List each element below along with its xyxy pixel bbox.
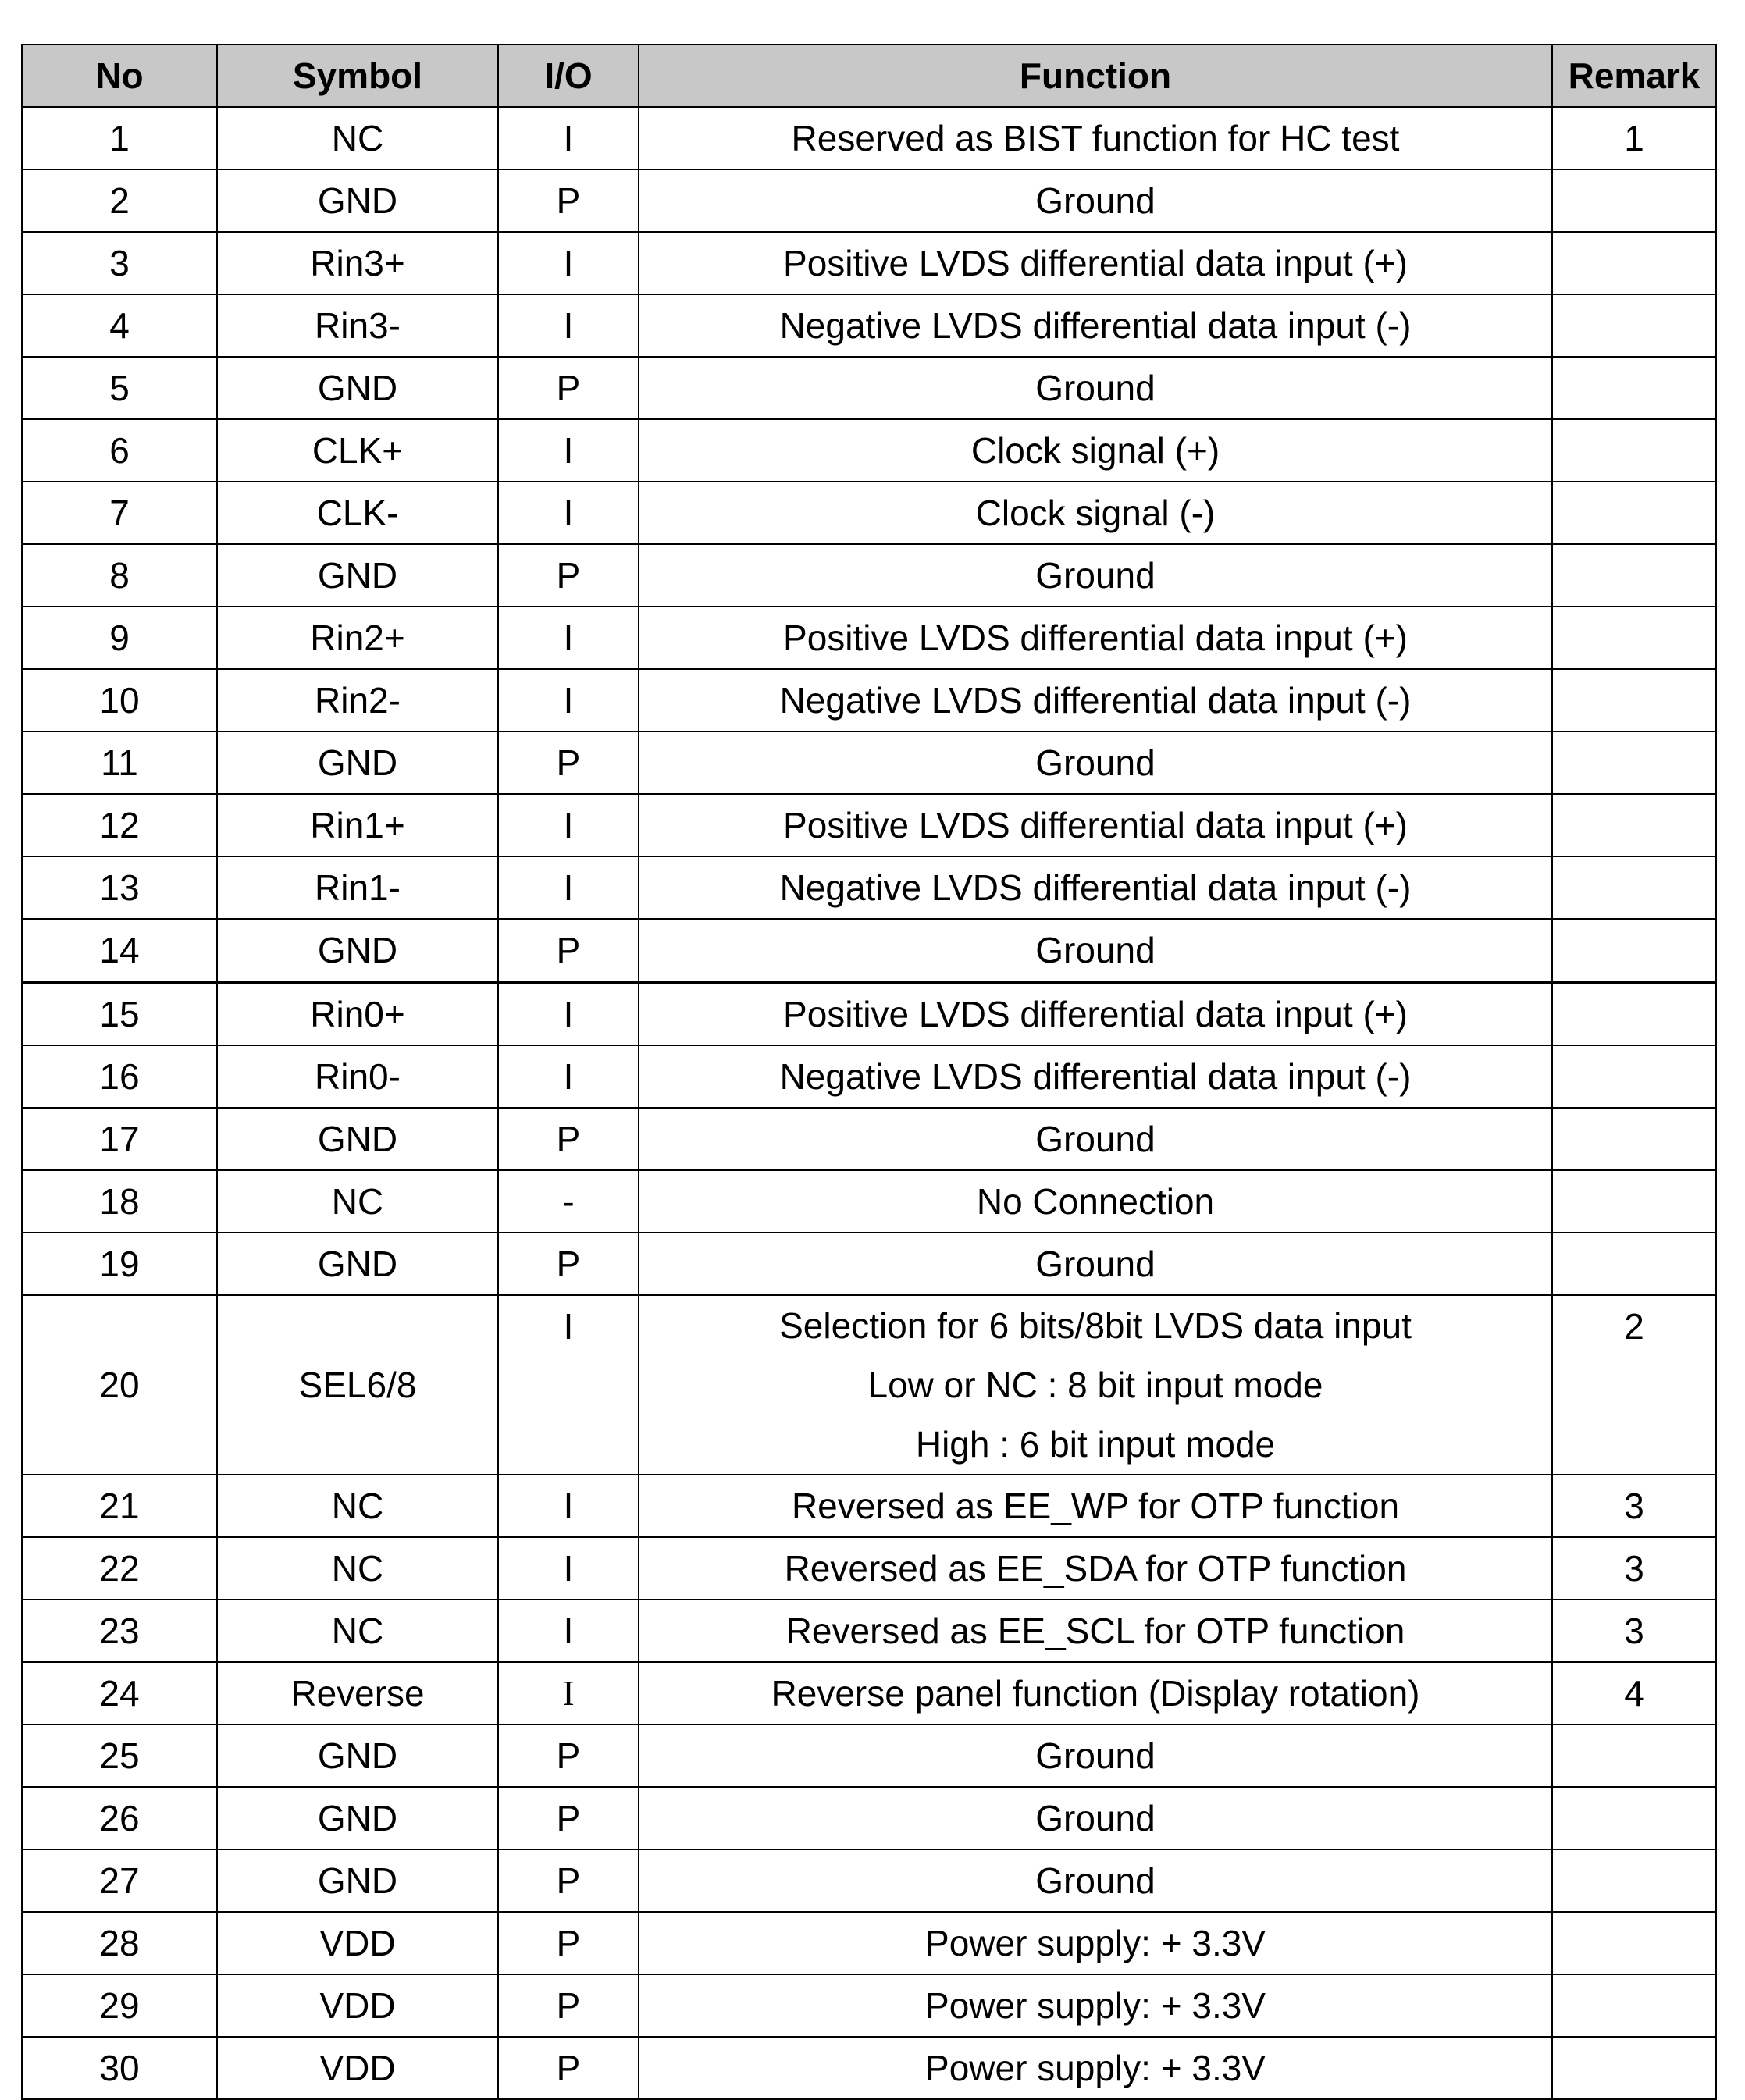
- cell-io: I: [498, 1295, 639, 1475]
- cell-symbol: VDD: [217, 1974, 498, 2037]
- cell-symbol: Rin1-: [217, 856, 498, 919]
- cell-function: Positive LVDS differential data input (+): [639, 607, 1552, 669]
- cell-io: I: [498, 107, 639, 169]
- table-row: [22, 919, 1716, 982]
- function-line: Selection for 6 bits/8bit LVDS data input: [779, 1305, 1412, 1346]
- cell-symbol: NC: [217, 107, 498, 169]
- cell-remark: [1552, 669, 1716, 731]
- cell-no: 16: [22, 1045, 217, 1108]
- cell-symbol: VDD: [217, 2037, 498, 2099]
- table-row: [22, 607, 1716, 669]
- cell-io: I: [498, 1600, 639, 1662]
- table-row: [22, 419, 1716, 482]
- cell-symbol: GND: [217, 1108, 498, 1170]
- cell-function: Ground: [639, 357, 1552, 419]
- cell-function: Ground: [639, 731, 1552, 794]
- function-line: Low or NC : 8 bit input mode: [867, 1365, 1323, 1405]
- cell-symbol: GND: [217, 357, 498, 419]
- cell-remark: [1552, 1849, 1716, 1912]
- table-row: [22, 1170, 1716, 1233]
- cell-no: 30: [22, 2037, 217, 2099]
- cell-function: Negative LVDS differential data input (-): [639, 856, 1552, 919]
- cell-function: No Connection: [639, 1170, 1552, 1233]
- cell-io: I: [498, 1537, 639, 1600]
- cell-remark: [1552, 232, 1716, 294]
- cell-no: 26: [22, 1787, 217, 1849]
- cell-symbol: CLK+: [217, 419, 498, 482]
- cell-io: I: [498, 794, 639, 856]
- cell-function: Negative LVDS differential data input (-): [639, 294, 1552, 357]
- cell-io: P: [498, 1787, 639, 1849]
- table-row: [22, 1724, 1716, 1787]
- pin-assignment-table: [21, 44, 1717, 2100]
- cell-symbol: NC: [217, 1600, 498, 1662]
- cell-function: Reversed as EE_SCL for OTP function: [639, 1600, 1552, 1662]
- function-line: High : 6 bit input mode: [915, 1424, 1276, 1465]
- cell-no: 20: [22, 1295, 217, 1475]
- cell-remark: [1552, 1233, 1716, 1295]
- table-row: [22, 982, 1716, 1045]
- cell-remark: [1552, 357, 1716, 419]
- table-row: [22, 1475, 1716, 1537]
- table-row: [22, 1787, 1716, 1849]
- cell-remark: [1552, 856, 1716, 919]
- cell-symbol: NC: [217, 1537, 498, 1600]
- cell-remark: 3: [1552, 1475, 1716, 1537]
- cell-io: I: [498, 232, 639, 294]
- table-row: [22, 1045, 1716, 1108]
- cell-no: 25: [22, 1724, 217, 1787]
- cell-symbol: Rin2-: [217, 669, 498, 731]
- cell-symbol: Rin0+: [217, 982, 498, 1045]
- cell-remark: [1552, 1787, 1716, 1849]
- cell-io: I: [498, 1662, 639, 1724]
- cell-no: 29: [22, 1974, 217, 2037]
- cell-remark: [1552, 1724, 1716, 1787]
- cell-no: 3: [22, 232, 217, 294]
- cell-function: Ground: [639, 169, 1552, 232]
- cell-function: Reversed as EE_WP for OTP function: [639, 1475, 1552, 1537]
- cell-no: 23: [22, 1600, 217, 1662]
- cell-function: Reserved as BIST function for HC test: [639, 107, 1552, 169]
- cell-remark: [1552, 2037, 1716, 2099]
- cell-io: I: [498, 419, 639, 482]
- cell-remark: 3: [1552, 1600, 1716, 1662]
- cell-io: I: [498, 982, 639, 1045]
- cell-io: I: [498, 669, 639, 731]
- cell-io: P: [498, 544, 639, 607]
- cell-symbol: NC: [217, 1170, 498, 1233]
- table-row: [22, 294, 1716, 357]
- table-row: [22, 1974, 1716, 2037]
- cell-io: I: [498, 1475, 639, 1537]
- cell-function: Positive LVDS differential data input (+): [639, 232, 1552, 294]
- cell-function: Power supply: + 3.3V: [639, 1912, 1552, 1974]
- table-row: [22, 1912, 1716, 1974]
- cell-no: 2: [22, 169, 217, 232]
- cell-function: Positive LVDS differential data input (+): [639, 982, 1552, 1045]
- cell-no: 8: [22, 544, 217, 607]
- cell-no: 22: [22, 1537, 217, 1600]
- cell-no: 6: [22, 419, 217, 482]
- header-symbol: Symbol: [217, 44, 498, 107]
- cell-no: 27: [22, 1849, 217, 1912]
- cell-remark: [1552, 294, 1716, 357]
- cell-symbol: GND: [217, 1849, 498, 1912]
- table-row: [22, 1537, 1716, 1600]
- cell-io: P: [498, 357, 639, 419]
- cell-remark: [1552, 919, 1716, 982]
- cell-io: P: [498, 1912, 639, 1974]
- cell-remark: 2: [1552, 1295, 1716, 1475]
- table-row: [22, 794, 1716, 856]
- cell-function: Clock signal (+): [639, 419, 1552, 482]
- cell-function: Ground: [639, 1787, 1552, 1849]
- header-remark: Remark: [1552, 44, 1716, 107]
- cell-no: 7: [22, 482, 217, 544]
- cell-io: P: [498, 1233, 639, 1295]
- cell-no: 28: [22, 1912, 217, 1974]
- cell-remark: [1552, 419, 1716, 482]
- cell-no: 18: [22, 1170, 217, 1233]
- cell-remark: [1552, 607, 1716, 669]
- cell-io: P: [498, 1724, 639, 1787]
- cell-function: Ground: [639, 1724, 1552, 1787]
- cell-io: I: [498, 482, 639, 544]
- cell-io: P: [498, 1108, 639, 1170]
- cell-remark: [1552, 169, 1716, 232]
- cell-no: 15: [22, 982, 217, 1045]
- cell-remark: [1552, 1045, 1716, 1108]
- cell-io: P: [498, 2037, 639, 2099]
- cell-remark: [1552, 1170, 1716, 1233]
- cell-symbol: Reverse: [217, 1662, 498, 1724]
- cell-function: [639, 1295, 1552, 1475]
- cell-remark: [1552, 731, 1716, 794]
- table-row: [22, 669, 1716, 731]
- cell-remark: [1552, 1912, 1716, 1974]
- cell-io: P: [498, 1849, 639, 1912]
- header-function: Function: [639, 44, 1552, 107]
- table-row: [22, 232, 1716, 294]
- cell-symbol: Rin0-: [217, 1045, 498, 1108]
- table-row: [22, 482, 1716, 544]
- cell-io: I: [498, 294, 639, 357]
- cell-no: 10: [22, 669, 217, 731]
- cell-no: 1: [22, 107, 217, 169]
- cell-symbol: NC: [217, 1475, 498, 1537]
- cell-symbol: SEL6/8: [217, 1295, 498, 1475]
- cell-no: 9: [22, 607, 217, 669]
- cell-no: 19: [22, 1233, 217, 1295]
- table-row: [22, 1295, 1716, 1475]
- cell-symbol: GND: [217, 1233, 498, 1295]
- header-io: I/O: [498, 44, 639, 107]
- cell-function: Power supply: + 3.3V: [639, 2037, 1552, 2099]
- cell-function: Negative LVDS differential data input (-): [639, 1045, 1552, 1108]
- cell-no: 14: [22, 919, 217, 982]
- cell-io: P: [498, 919, 639, 982]
- cell-remark: [1552, 794, 1716, 856]
- cell-io: P: [498, 1974, 639, 2037]
- table-row: [22, 1849, 1716, 1912]
- cell-no: 24: [22, 1662, 217, 1724]
- cell-symbol: GND: [217, 169, 498, 232]
- cell-function: Ground: [639, 1233, 1552, 1295]
- cell-remark: 4: [1552, 1662, 1716, 1724]
- cell-function: Negative LVDS differential data input (-): [639, 669, 1552, 731]
- table-body: [22, 107, 1716, 2099]
- cell-remark: 3: [1552, 1537, 1716, 1600]
- table-row: [22, 1233, 1716, 1295]
- cell-function: Power supply: + 3.3V: [639, 1974, 1552, 2037]
- cell-function: Reversed as EE_SDA for OTP function: [639, 1537, 1552, 1600]
- cell-io: I: [498, 856, 639, 919]
- table-row: [22, 1662, 1716, 1724]
- table-row: [22, 2037, 1716, 2099]
- cell-symbol: VDD: [217, 1912, 498, 1974]
- cell-symbol: Rin3+: [217, 232, 498, 294]
- table-row: [22, 544, 1716, 607]
- cell-remark: 1: [1552, 107, 1716, 169]
- cell-io: -: [498, 1170, 639, 1233]
- cell-no: 21: [22, 1475, 217, 1537]
- cell-function: Ground: [639, 1849, 1552, 1912]
- cell-function: Ground: [639, 919, 1552, 982]
- cell-symbol: GND: [217, 1724, 498, 1787]
- table-row: [22, 1600, 1716, 1662]
- cell-remark: [1552, 544, 1716, 607]
- cell-remark: [1552, 1974, 1716, 2037]
- cell-symbol: GND: [217, 919, 498, 982]
- cell-remark: [1552, 482, 1716, 544]
- cell-symbol: Rin3-: [217, 294, 498, 357]
- cell-symbol: Rin1+: [217, 794, 498, 856]
- cell-symbol: Rin2+: [217, 607, 498, 669]
- cell-no: 17: [22, 1108, 217, 1170]
- cell-function: Ground: [639, 544, 1552, 607]
- cell-function: Positive LVDS differential data input (+): [639, 794, 1552, 856]
- cell-no: 4: [22, 294, 217, 357]
- cell-function: Reverse panel function (Display rotation): [639, 1662, 1552, 1724]
- cell-no: 5: [22, 357, 217, 419]
- table-row: [22, 169, 1716, 232]
- header-row: [22, 44, 1716, 107]
- cell-symbol: GND: [217, 1787, 498, 1849]
- table-row: [22, 357, 1716, 419]
- table-row: [22, 1108, 1716, 1170]
- header-no: No: [22, 44, 217, 107]
- cell-function: Ground: [639, 1108, 1552, 1170]
- cell-no: 13: [22, 856, 217, 919]
- cell-function: Clock signal (-): [639, 482, 1552, 544]
- cell-io: P: [498, 169, 639, 232]
- cell-remark: [1552, 982, 1716, 1045]
- cell-no: 11: [22, 731, 217, 794]
- cell-remark: [1552, 1108, 1716, 1170]
- table-row: [22, 856, 1716, 919]
- cell-symbol: GND: [217, 731, 498, 794]
- cell-io: P: [498, 731, 639, 794]
- cell-symbol: GND: [217, 544, 498, 607]
- cell-symbol: CLK-: [217, 482, 498, 544]
- table-row: [22, 731, 1716, 794]
- cell-io: I: [498, 1045, 639, 1108]
- cell-no: 12: [22, 794, 217, 856]
- cell-io: I: [498, 607, 639, 669]
- table-row: [22, 107, 1716, 169]
